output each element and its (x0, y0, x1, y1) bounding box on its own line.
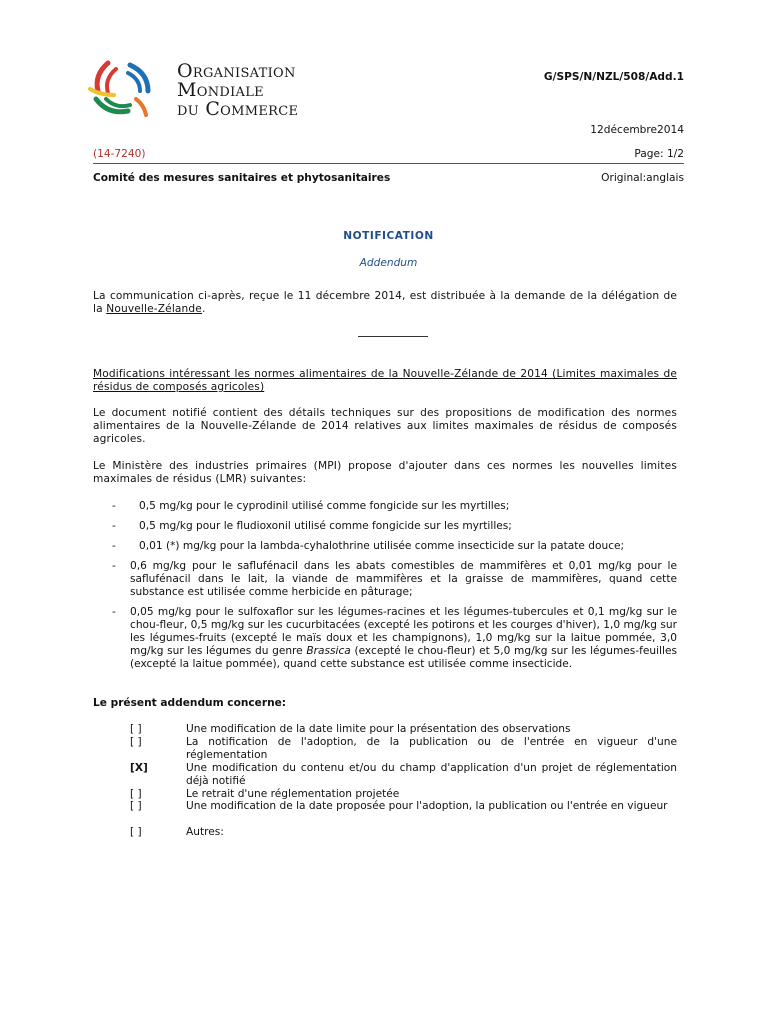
subject-heading: Modifications intéressant les normes alimentaires de la Nouvelle-Zélande de 2014 (Limites maximales de résidus de composés agricoles) (93, 368, 677, 393)
bullet-dash: - (112, 606, 116, 618)
list-item (112, 540, 677, 553)
intro-paragraph (93, 290, 677, 316)
list-item (112, 500, 677, 513)
wto-logo-icon (86, 55, 158, 127)
bullet-text-part-2: (excepté le chou-fleur) et 5,0 mg/kg sur les légumes-feuilles (excepté la laitue pommée), quand cette substance est utilisée comme insecticide. (130, 644, 677, 670)
option-checkbox-checked: [X] (130, 762, 148, 774)
document-date: 12décembre2014 (590, 124, 684, 136)
document-reference: (14-7240) (93, 148, 146, 160)
logo-line-3: du Commerce (177, 98, 299, 120)
option-text: Le retrait d'une réglementation projetée (186, 788, 400, 800)
bullet-text: 0,6 mg/kg pour le saflufénacil dans les abats comestibles de mammifères et 0,01 mg/kg pour le saflufénacil dans le lait, la viande de mammifères et la graisse de mammifères, quand cette substance est utilisée comme herbicide en pâturage; (130, 560, 677, 598)
option-checkbox: [ ] (130, 736, 142, 748)
logo-line-2: Mondiale (177, 79, 264, 101)
intro-country: Nouvelle-Zélande (106, 302, 202, 315)
logo-line-1: Organisation (177, 60, 296, 82)
intro-text: La communication ci-après, reçue le 11 décembre 2014, est distribuée à la demande de la délégation de la (93, 290, 677, 315)
intro-end: . (201, 302, 206, 315)
bullet-dash: - (112, 500, 116, 512)
bullet-text (130, 606, 677, 671)
original-language: Original:anglais (601, 172, 684, 184)
list-item (112, 606, 677, 684)
bullet-text-part-1: 0,05 mg/kg pour le sulfoxaflor sur les légumes-racines et les légumes-tubercules et 0,1 mg/kg sur le chou-fleur, 0,5 mg/kg sur les cucurbitacées (excepté les potirons et les courges d'hiver), 1,0 mg/kg sur les légumes-fruits (excepté le maïs doux et les champignons), 1,0 mg/kg sur la laitue pommée, 3,0 mg/kg sur les légumes du genre (130, 606, 677, 657)
addendum-subtitle: Addendum (359, 257, 418, 269)
header-divider (93, 163, 684, 164)
page-number: Page: 1/2 (634, 148, 684, 160)
bullet-dash: - (112, 560, 116, 572)
notification-title: NOTIFICATION (343, 230, 434, 242)
bullet-text: 0,5 mg/kg pour le fludioxonil utilisé comme fongicide sur les myrtilles; (139, 520, 512, 532)
option-checkbox: [ ] (130, 826, 142, 838)
option-checkbox: [ ] (130, 723, 142, 735)
option-checkbox: [ ] (130, 788, 142, 800)
bullet-text: 0,5 mg/kg pour le cyprodinil utilisé comme fongicide sur les myrtilles; (139, 500, 510, 512)
concerne-heading: Le présent addendum concerne: (93, 697, 287, 709)
paragraph-2: Le Ministère des industries primaires (MPI) propose d'ajouter dans ces normes les nouvelles limites maximales de résidus (LMR) suivantes: (93, 460, 677, 485)
separator-line (358, 336, 428, 337)
committee-name: Comité des mesures sanitaires et phytosanitaires (93, 172, 391, 184)
option-text: Une modification de la date proposée pour l'adoption, la publication ou l'entrée en vigueur (186, 800, 668, 812)
option-text: Autres: (186, 826, 224, 838)
bullet-text: 0,01 (*) mg/kg pour la lambda-cyhalothrine utilisée comme insecticide sur la patate douce; (139, 540, 625, 552)
bullet-dash: - (112, 520, 116, 532)
brassica-term: Brassica (306, 644, 351, 657)
paragraph-1: Le document notifié contient des détails techniques sur des propositions de modification des normes alimentaires de la Nouvelle-Zélande de 2014 relatives aux limites maximales de résidus de composés agricoles. (93, 407, 677, 445)
wto-logo-text (177, 62, 298, 119)
list-item (112, 560, 677, 612)
option-checkbox: [ ] (130, 800, 142, 812)
option-text: Une modification de la date limite pour la présentation des observations (186, 723, 571, 735)
document-symbol: G/SPS/N/NZL/508/Add.1 (543, 71, 684, 83)
option-text: La notification de l'adoption, de la publication ou de l'entrée en vigueur d'une réglementation (186, 736, 677, 761)
option-text: Une modification du contenu et/ou du champ d'application d'un projet de réglementation déjà notifié (186, 762, 677, 787)
bullet-dash: - (112, 540, 116, 552)
list-item (112, 520, 677, 533)
